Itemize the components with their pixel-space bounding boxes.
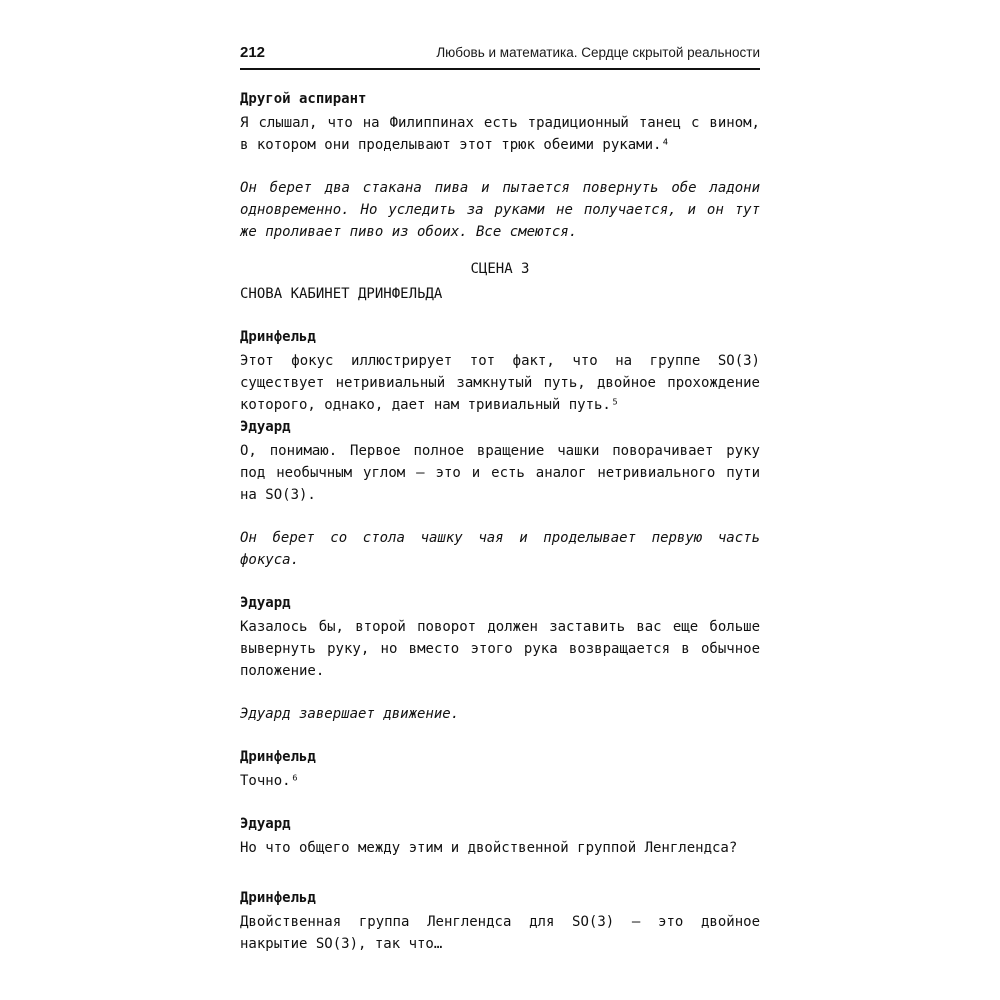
dialogue-paragraph: Но что общего между этим и двойственной группой Ленглендса?: [240, 840, 738, 856]
character-name: Дринфельд: [240, 329, 316, 345]
scene-heading: СЦЕНА 3: [470, 261, 530, 277]
character-name: Эдуард: [240, 595, 291, 611]
dialogue-paragraph: Этот фокус иллюстрирует тот факт, что на группе SO(3) существует нетривиальный замкнутый путь, двойное прохождение которого, однако, дает нам тривиальный путь.⁵: [240, 353, 760, 413]
dialogue-paragraph: Я слышал, что на Филиппинах есть традиционный танец с вином, в котором они проделывают этот трюк обеими руками.⁴: [240, 115, 760, 153]
book-page: [240, 44, 760, 955]
stage-direction: Эдуард завершает движение.: [240, 706, 460, 722]
scene-location: СНОВА КАБИНЕТ ДРИНФЕЛЬДА: [240, 286, 443, 302]
running-title: Любовь и математика. Сердце скрытой реальности: [436, 45, 760, 60]
stage-direction: Он берет два стакана пива и пытается повернуть обе ладони одновременно. Но уследить за руками не получается, и он тут же проливает пиво из обоих. Все смеются.: [240, 180, 760, 240]
character-name: Другой аспирант: [240, 91, 367, 107]
character-name: Эдуард: [240, 816, 291, 832]
running-header: [240, 44, 760, 70]
stage-direction: Он берет со стола чашку чая и проделывает первую часть фокуса.: [240, 530, 760, 568]
character-name: Дринфельд: [240, 890, 316, 906]
page-number: 212: [240, 44, 266, 61]
character-name: Дринфельд: [240, 749, 316, 765]
character-name: Эдуард: [240, 419, 291, 435]
dialogue-paragraph: Двойственная группа Ленглендса для SO(3) — это двойное накрытие SO(3), так что…: [240, 914, 760, 952]
dialogue-paragraph: Точно.⁶: [240, 773, 300, 789]
page-content: [240, 70, 760, 955]
dialogue-paragraph: Казалось бы, второй поворот должен заставить вас еще больше вывернуть руку, но вместо этого рука возвращается в обычное положение.: [240, 619, 760, 679]
dialogue-paragraph: О, понимаю. Первое полное вращение чашки поворачивает руку под необычным углом — это и есть аналог нетривиального пути на SO(3).: [240, 443, 760, 503]
